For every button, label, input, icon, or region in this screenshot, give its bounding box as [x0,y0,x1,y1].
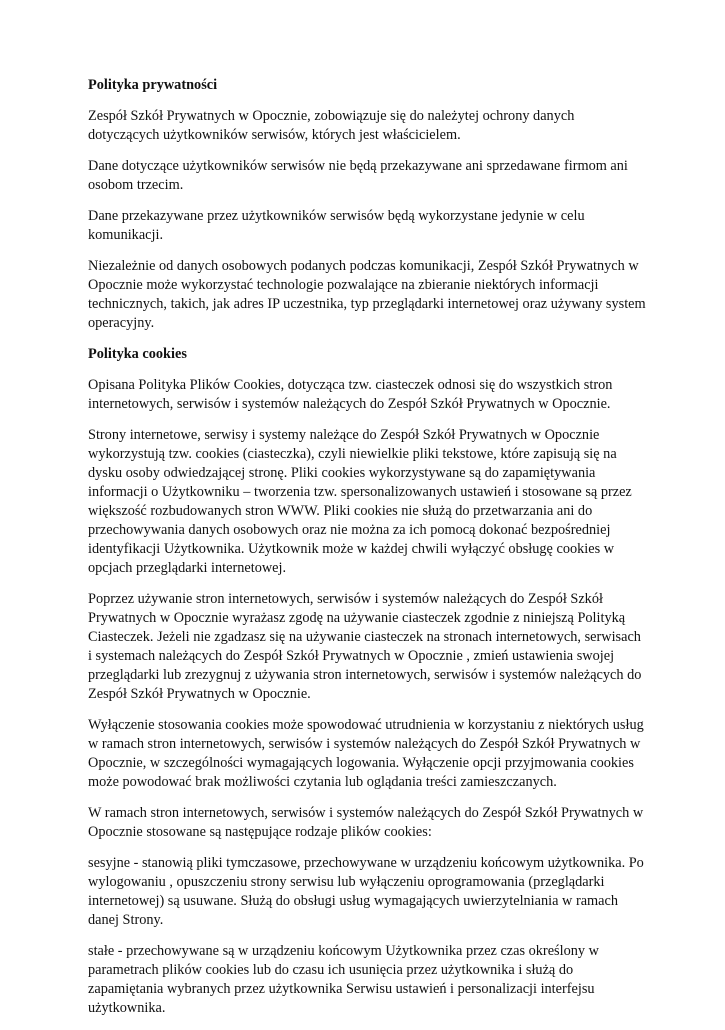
privacy-heading: Polityka prywatności [88,77,218,93]
privacy-paragraph: Niezależnie od danych osobowych podanych podczas komunikacji, Zespół Szkół Prywatnych w Opocznie może wykorzystać technologie pozwalające na zbieranie niektórych informacji technicznych, takich, jak adres IP uczestnika, typ przeglądarki internetowej oraz używany system operacyjny. [88,258,646,331]
cookies-paragraph: Opisana Polityka Plików Cookies, dotycząca tzw. ciasteczek odnosi się do wszystkich stron internetowych, serwisów i systemów należących do Zespół Szkół Prywatnych w Opocznie. [88,377,613,412]
privacy-paragraph: Zespół Szkół Prywatnych w Opocznie, zobowiązuje się do należytej ochrony danych dotyczących użytkowników serwisów, których jest właścicielem. [88,108,575,143]
cookies-paragraph: Strony internetowe, serwisy i systemy należące do Zespół Szkół Prywatnych w Opocznie wykorzystują tzw. cookies (ciasteczka), czyli niewielkie pliki tekstowe, które zapisują się na dysku osoby odwiedzającej stronę. Pliki cookies wykorzystywane są do zapamiętywania informacji o Użytkowniku – tworzenia tzw. spersonalizowanych ustawień i stosowane są przez większość rozbudowanych stron WWW. Pliki cookies nie służą do przetwarzania ani do przechowywania danych osobowych oraz nie można za ich pomocą dokonać bezpośredniej identyfikacji Użytkownika. Użytkownik może w każdej chwili wyłączyć obsługę cookies w opcjach przeglądarki internetowej. [88,427,632,576]
cookies-heading: Polityka cookies [88,346,187,362]
cookies-type-session: sesyjne - stanowią pliki tymczasowe, przechowywane w urządzeniu końcowym użytkownika. Po wylogowaniu , opuszczeniu strony serwisu lub wyłączeniu oprogramowania (przeglądarki internetowej) są usuwane. Służą do obsługi usług wymagających uwierzytelniania w ramach danej Strony. [88,855,644,928]
cookies-paragraph: Poprzez używanie stron internetowych, serwisów i systemów należących do Zespół Szkół Prywatnych w Opocznie wyrażasz zgodę na używanie ciasteczek zgodnie z niniejszą Polityką Ciasteczek. Jeżeli nie zgadzasz się na używanie ciasteczek na stronach internetowych, serwisach i systemach należących do Zespół Szkół Prywatnych w Opocznie , zmień ustawienia swojej przeglądarki lub zrezygnuj z używania stron internetowych, serwisów i systemów należących do Zespół Szkół Prywatnych w Opocznie. [88,591,642,702]
privacy-paragraph: Dane dotyczące użytkowników serwisów nie będą przekazywane ani sprzedawane firmom ani osobom trzecim. [88,158,628,193]
document-page [88,76,648,1030]
cookies-paragraph: W ramach stron internetowych, serwisów i systemów należących do Zespół Szkół Prywatnych w Opocznie stosowane są następujące rodzaje plików cookies: [88,805,644,840]
cookies-paragraph: Wyłączenie stosowania cookies może spowodować utrudnienia w korzystaniu z niektórych usług w ramach stron internetowych, serwisów i systemów należących do Zespół Szkół Prywatnych w Opocznie, w szczególności wymagających logowania. Wyłączenie opcji przyjmowania cookies może powodować brak możliwości czytania lub oglądania treści zamieszczanych. [88,717,644,790]
privacy-paragraph: Dane przekazywane przez użytkowników serwisów będą wykorzystane jedynie w celu komunikacji. [88,208,585,243]
cookies-type-persistent: stałe - przechowywane są w urządzeniu końcowym Użytkownika przez czas określony w parametrach plików cookies lub do czasu ich usunięcia przez użytkownika i służą do zapamiętania wybranych przez użytkownika Serwisu ustawień i personalizacji interfejsu użytkownika. [88,943,599,1016]
